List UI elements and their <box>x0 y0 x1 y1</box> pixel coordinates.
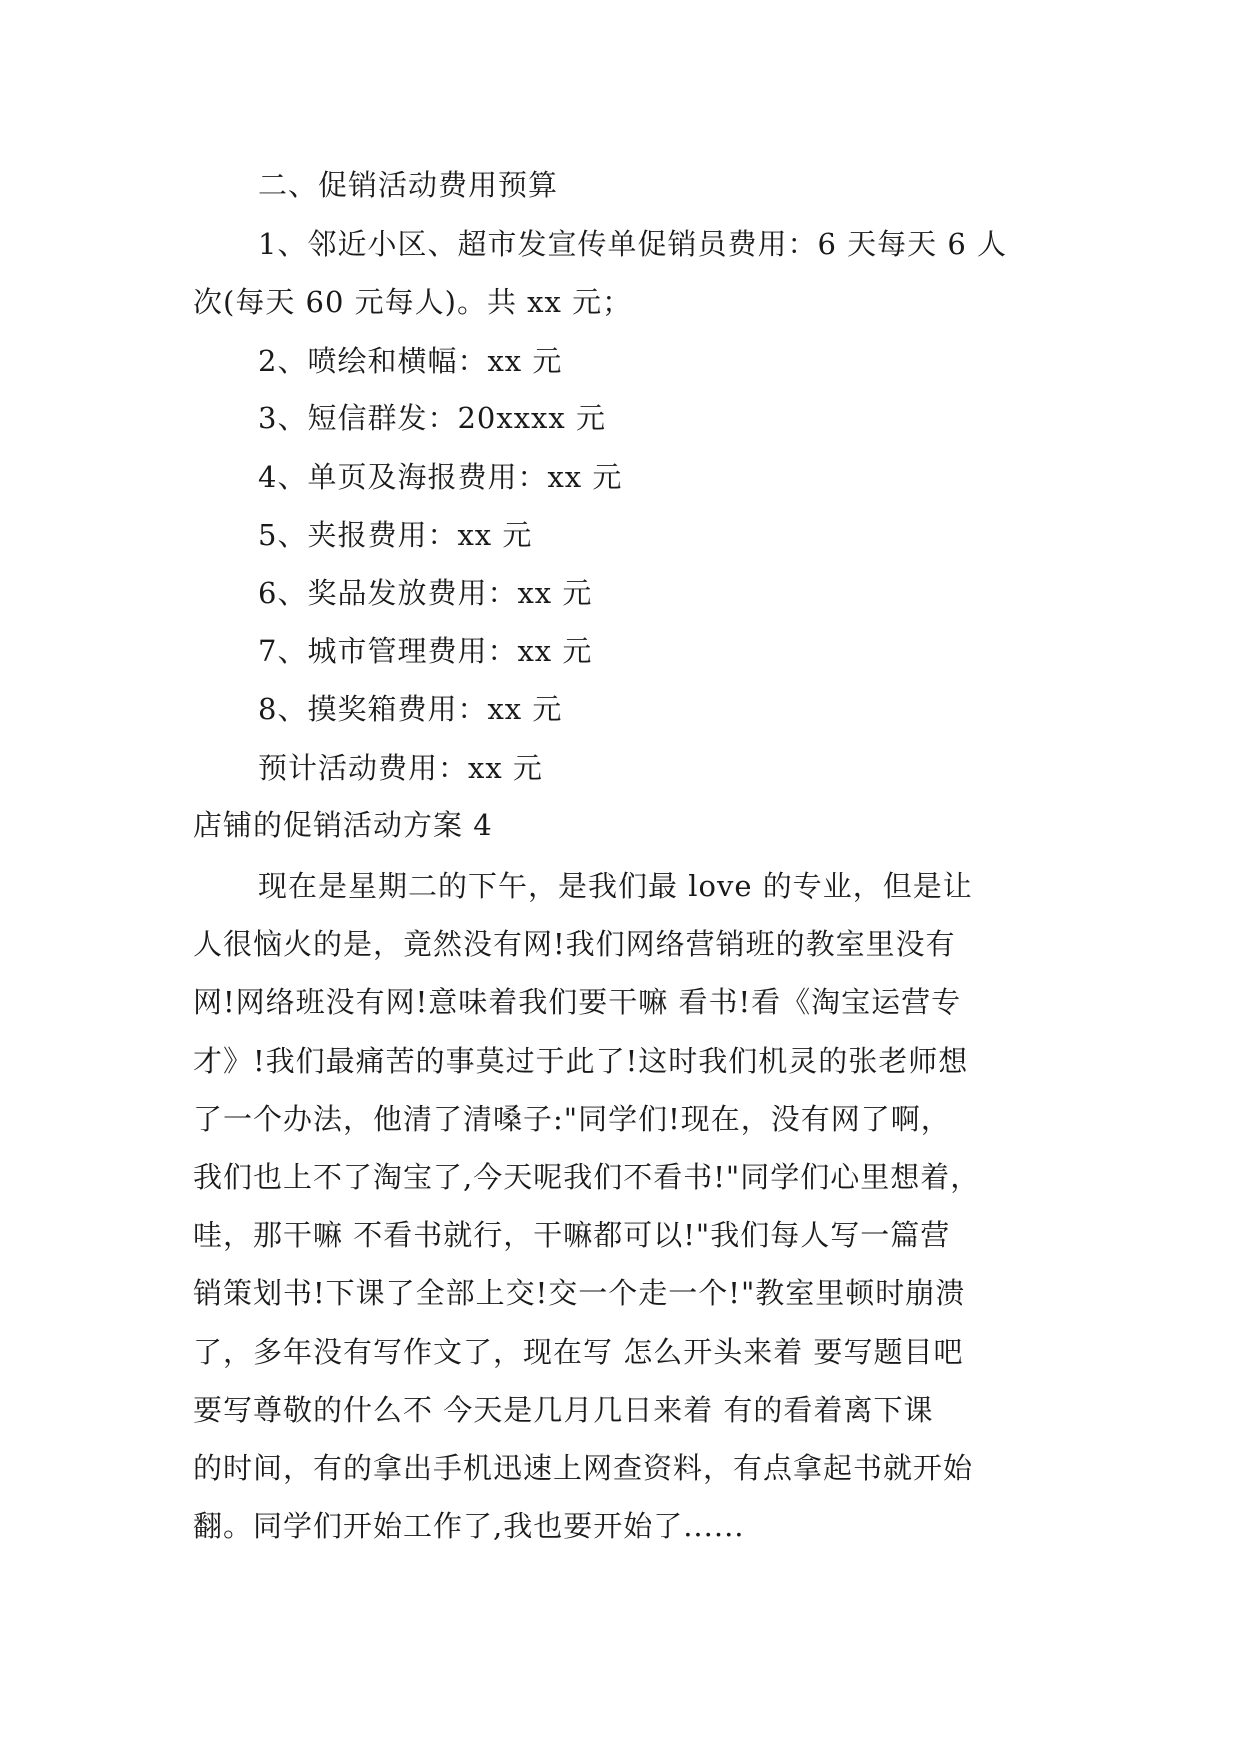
paragraph-line: 我们也上不了淘宝了,今天呢我们不看书!"同学们心里想着， <box>193 1160 981 1194</box>
budget-item: 8、摸奖箱费用：xx 元 <box>258 692 563 726</box>
paragraph-line: 人很恼火的是，竟然没有网!我们网络营销班的教室里没有 <box>193 927 956 961</box>
section-heading: 二、促销活动费用预算 <box>258 168 559 202</box>
budget-total: 预计活动费用：xx 元 <box>258 751 543 785</box>
budget-item: 5、夹报费用：xx 元 <box>258 518 533 552</box>
paragraph-line: 销策划书!下课了全部上交!交一个走一个!"教室里顿时崩溃 <box>193 1276 966 1310</box>
paragraph-line: 的时间，有的拿出手机迅速上网查资料，有点拿起书就开始 <box>193 1451 974 1485</box>
paragraph-line: 才》!我们最痛苦的事莫过于此了!这时我们机灵的张老师想 <box>193 1044 969 1078</box>
budget-item: 3、短信群发：20xxxx 元 <box>258 401 606 435</box>
paragraph-line: 网!网络班没有网!意味着我们要干嘛 看书!看《淘宝运营专 <box>193 985 962 1019</box>
paragraph-line: 了一个办法，他清了清嗓子:"同学们!现在，没有网了啊， <box>193 1102 951 1136</box>
plan-4-title: 店铺的促销活动方案 4 <box>193 808 493 842</box>
budget-item-1-line-1: 1、邻近小区、超市发宣传单促销员费用：6 天每天 6 人 <box>258 227 1008 261</box>
paragraph-line: 要写尊敬的什么不 今天是几月几日来着 有的看着离下课 <box>193 1393 934 1427</box>
paragraph-line: 哇，那干嘛 不看书就行，干嘛都可以!"我们每人写一篇营 <box>193 1218 951 1252</box>
paragraph-line: 了，多年没有写作文了，现在写 怎么开头来着 要写题目吧 <box>193 1335 964 1369</box>
budget-item: 2、喷绘和横幅：xx 元 <box>258 344 563 378</box>
budget-item: 6、奖品发放费用：xx 元 <box>258 576 593 610</box>
budget-item: 4、单页及海报费用：xx 元 <box>258 460 623 494</box>
paragraph-line: 现在是星期二的下午，是我们最 love 的专业，但是让 <box>258 869 973 903</box>
budget-item: 7、城市管理费用：xx 元 <box>258 634 593 668</box>
paragraph-line: 翻。同学们开始工作了,我也要开始了...... <box>193 1509 745 1543</box>
budget-item-1-line-2: 次(每天 60 元每人)。共 xx 元； <box>193 285 633 319</box>
